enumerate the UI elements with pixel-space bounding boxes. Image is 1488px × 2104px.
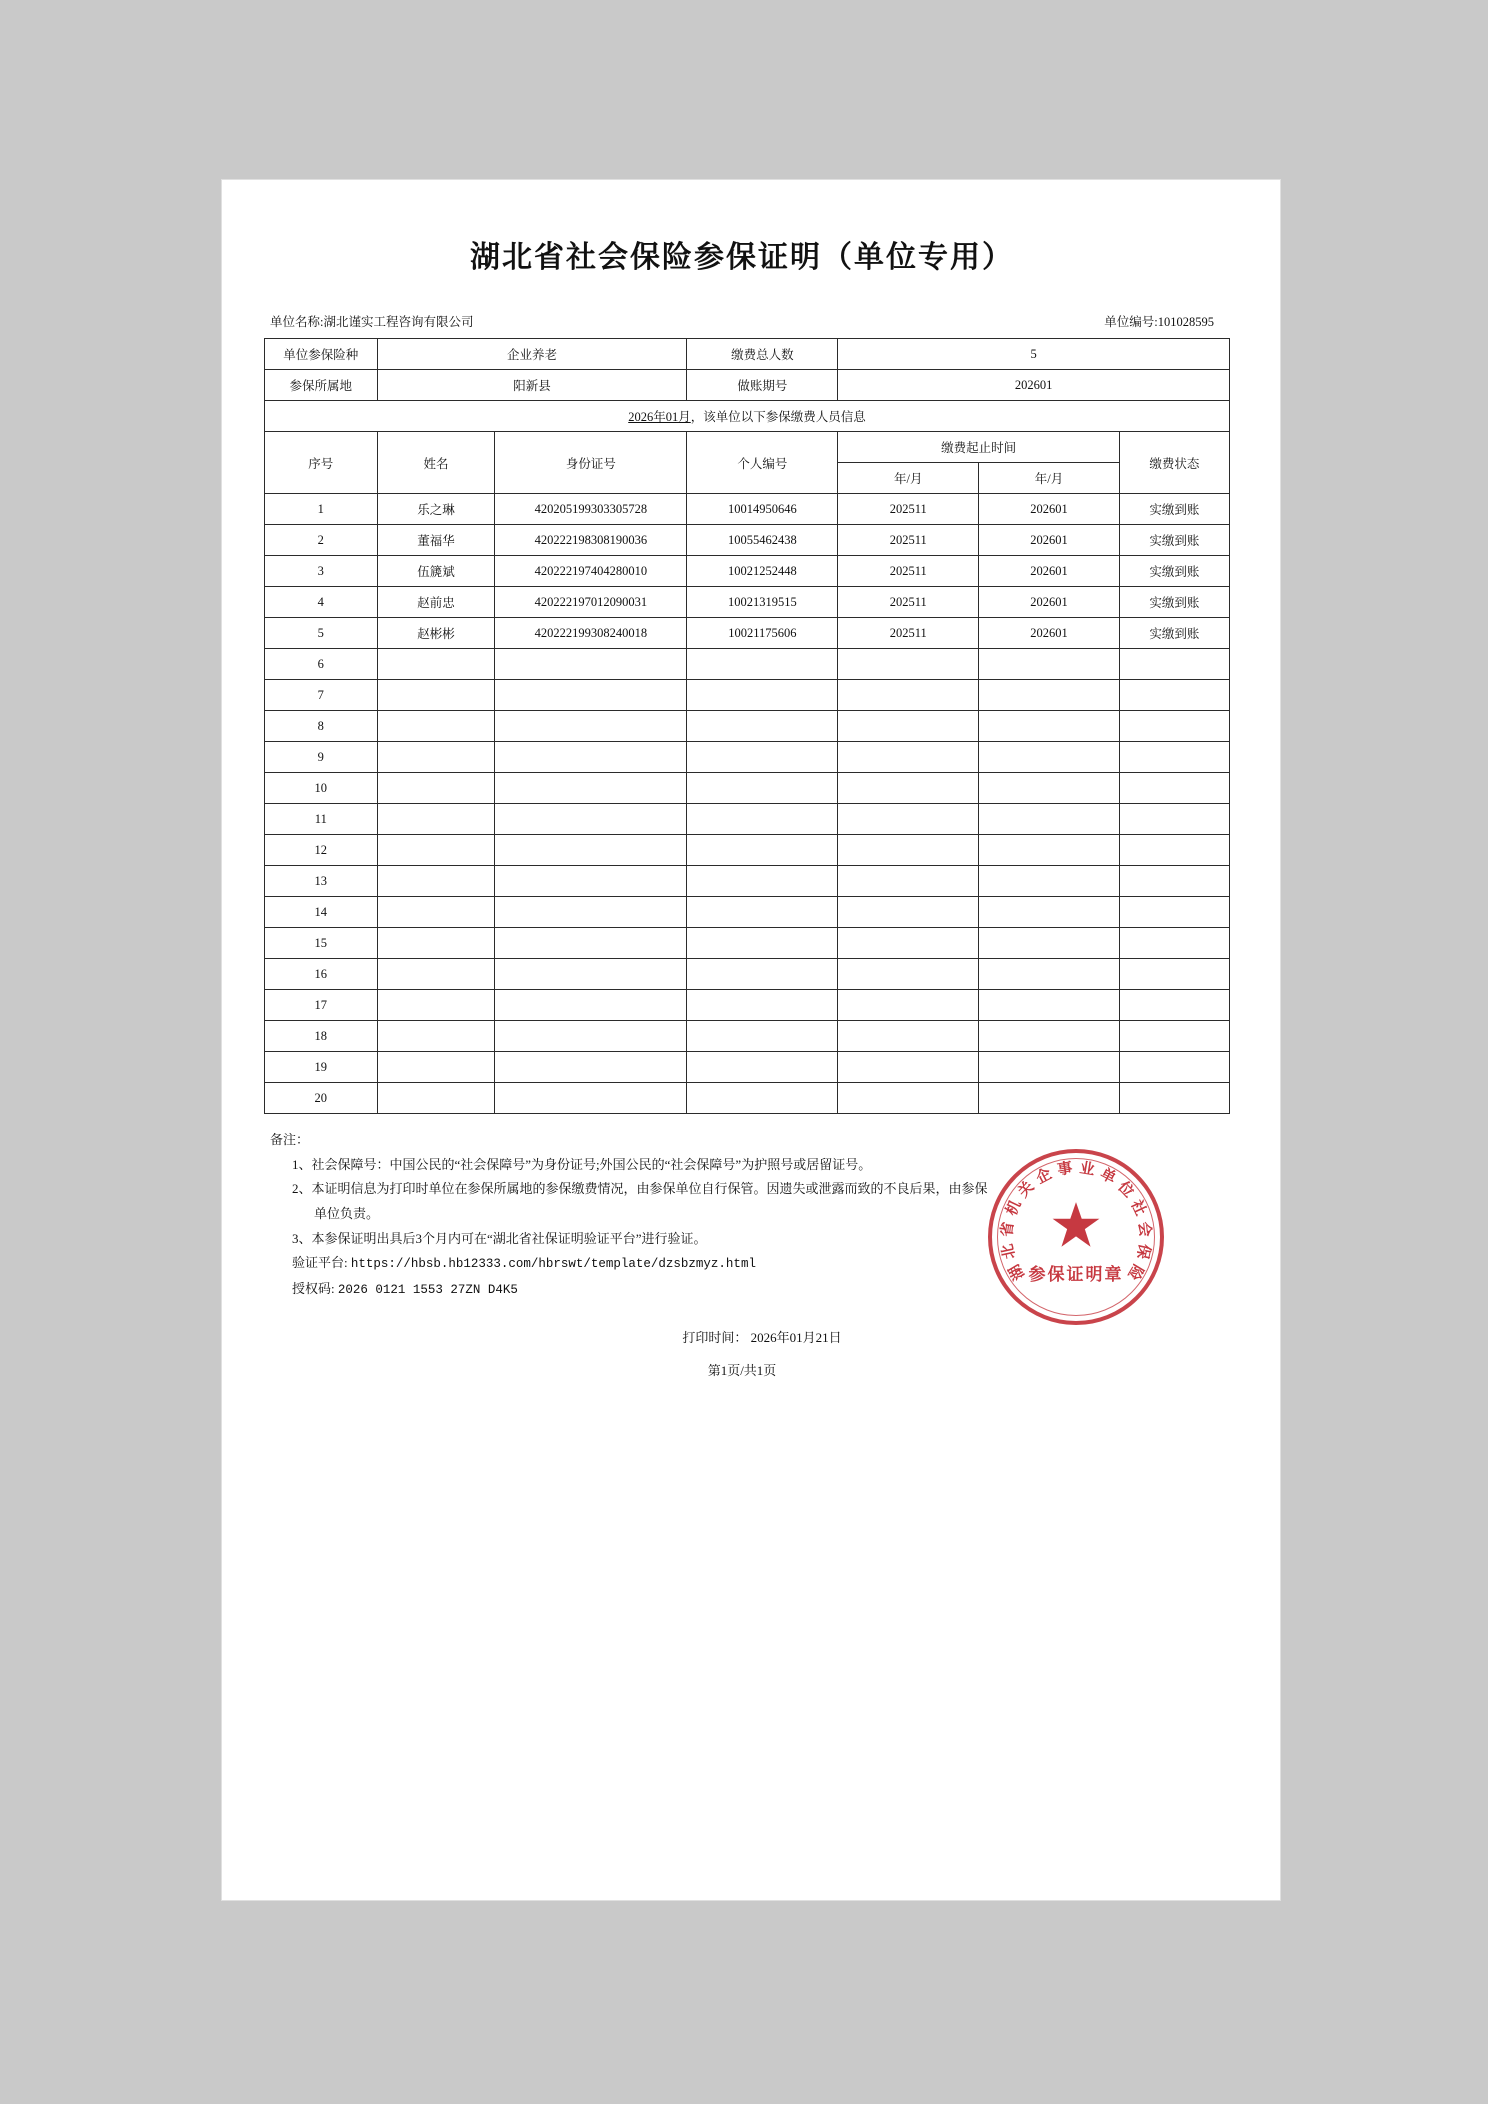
cell-start: 202511 — [838, 494, 979, 525]
table-row — [265, 1021, 1230, 1052]
cell-status — [1119, 742, 1229, 773]
cell-start: 202511 — [838, 525, 979, 556]
table-row — [265, 525, 1230, 556]
cell-name — [377, 866, 495, 897]
table-row — [265, 835, 1230, 866]
seal-arc-char: 北 — [999, 1242, 1019, 1261]
cell-start: 202511 — [838, 618, 979, 649]
cell-person-no — [687, 804, 838, 835]
table-row — [265, 649, 1230, 680]
seal-arc-char: 机 — [1003, 1197, 1025, 1219]
cell-id — [495, 649, 687, 680]
cell-seq: 19 — [265, 1052, 378, 1083]
cell-name — [377, 804, 495, 835]
table-row — [265, 773, 1230, 804]
cell-id — [495, 959, 687, 990]
insurance-table — [264, 338, 1230, 1114]
cell-person-no — [687, 897, 838, 928]
print-time-label: 打印时间： — [682, 1329, 748, 1345]
document-page — [222, 180, 1280, 1900]
seal-arc-char: 会 — [1135, 1220, 1153, 1238]
cell-start: 202511 — [838, 587, 979, 618]
cell-person-no — [687, 866, 838, 897]
info-row-insurance-type — [265, 339, 1230, 370]
cell-start — [838, 742, 979, 773]
cell-id: 420222197012090031 — [495, 587, 687, 618]
cell-status — [1119, 649, 1229, 680]
table-row — [265, 990, 1230, 1021]
cell-id — [495, 711, 687, 742]
cell-start — [838, 1021, 979, 1052]
cell-seq: 20 — [265, 1083, 378, 1114]
table-row — [265, 742, 1230, 773]
cell-end: 202601 — [979, 618, 1120, 649]
cell-name: 赵彬彬 — [377, 618, 495, 649]
cell-seq: 12 — [265, 835, 378, 866]
cell-id — [495, 1083, 687, 1114]
seal-arc-char: 事 — [1056, 1160, 1074, 1179]
cell-status — [1119, 711, 1229, 742]
cell-id — [495, 835, 687, 866]
table-header-row-1 — [265, 432, 1230, 463]
cell-name — [377, 897, 495, 928]
cell-person-no: 10055462438 — [687, 525, 838, 556]
cell-name — [377, 835, 495, 866]
cell-id: 420222199308240018 — [495, 618, 687, 649]
seal-arc-char: 湖 — [1006, 1261, 1029, 1283]
unit-code — [1104, 312, 1214, 330]
cell-id — [495, 804, 687, 835]
cell-status — [1119, 1052, 1229, 1083]
cell-seq: 17 — [265, 990, 378, 1021]
cell-status — [1119, 990, 1229, 1021]
cell-name — [377, 928, 495, 959]
cell-name — [377, 1021, 495, 1052]
remarks-title: 备注： — [270, 1132, 310, 1147]
cell-status — [1119, 680, 1229, 711]
cell-end — [979, 773, 1120, 804]
col-header-start: 年/月 — [838, 463, 979, 494]
cell-id — [495, 1052, 687, 1083]
cell-end — [979, 990, 1120, 1021]
cell-person-no — [687, 1052, 838, 1083]
verify-platform-line — [270, 1251, 1222, 1277]
print-time-value: 2026年01月21日 — [750, 1329, 842, 1345]
table-row — [265, 928, 1230, 959]
cell-seq: 2 — [265, 525, 378, 556]
cell-seq: 7 — [265, 680, 378, 711]
cell-end — [979, 928, 1120, 959]
seal-arc-char: 关 — [1015, 1178, 1038, 1201]
remarks-item-2b: 单位负责。 — [314, 1206, 380, 1222]
table-row — [265, 680, 1230, 711]
cell-seq: 14 — [265, 897, 378, 928]
col-header-id: 身份证号 — [495, 432, 687, 494]
cell-name — [377, 649, 495, 680]
cell-end — [979, 711, 1120, 742]
cell-end — [979, 804, 1120, 835]
table-row — [265, 587, 1230, 618]
seal-arc-char: 位 — [1114, 1178, 1137, 1201]
cell-person-no: 10021252448 — [687, 556, 838, 587]
cell-status — [1119, 897, 1229, 928]
print-time — [262, 1327, 1222, 1346]
cell-name: 乐之琳 — [377, 494, 495, 525]
notice-period: 2026年01月 — [628, 410, 691, 424]
auth-code-value: 2026 0121 1553 27ZN D4K5 — [337, 1283, 518, 1298]
cell-name — [377, 990, 495, 1021]
seal-arc-char: 业 — [1078, 1160, 1096, 1179]
table-row — [265, 711, 1230, 742]
cell-status — [1119, 866, 1229, 897]
cell-start — [838, 804, 979, 835]
cell-name — [377, 959, 495, 990]
cell-start — [838, 1052, 979, 1083]
cell-person-no — [687, 773, 838, 804]
col-header-end: 年/月 — [979, 463, 1120, 494]
col-header-name: 姓名 — [377, 432, 495, 494]
cell-name — [377, 711, 495, 742]
cell-end — [979, 866, 1120, 897]
col-header-person-no: 个人编号 — [687, 432, 838, 494]
cell-seq: 5 — [265, 618, 378, 649]
page-title: 湖北省社会保险参保证明（单位专用） — [470, 241, 1014, 274]
cell-id — [495, 990, 687, 1021]
cell-seq: 16 — [265, 959, 378, 990]
cell-end — [979, 742, 1120, 773]
cell-seq: 9 — [265, 742, 378, 773]
cell-person-no: 10014950646 — [687, 494, 838, 525]
notice-suffix: ，该单位以下参保缴费人员信息 — [690, 410, 866, 424]
cell-name — [377, 1083, 495, 1114]
cell-start — [838, 990, 979, 1021]
col-header-status: 缴费状态 — [1119, 432, 1229, 494]
cell-person-no — [687, 928, 838, 959]
cell-id — [495, 1021, 687, 1052]
cell-person-no — [687, 1083, 838, 1114]
seal-arc-char: 社 — [1127, 1197, 1149, 1219]
period-label: 做账期号 — [687, 370, 838, 401]
cell-status — [1119, 928, 1229, 959]
auth-code-line — [270, 1277, 1222, 1303]
cell-id: 420222197404280010 — [495, 556, 687, 587]
cell-seq: 3 — [265, 556, 378, 587]
cell-person-no — [687, 959, 838, 990]
cell-seq: 1 — [265, 494, 378, 525]
cell-person-no — [687, 680, 838, 711]
cell-start — [838, 649, 979, 680]
cell-person-no: 10021319515 — [687, 587, 838, 618]
cell-id — [495, 928, 687, 959]
table-row — [265, 494, 1230, 525]
cell-seq: 6 — [265, 649, 378, 680]
cell-person-no — [687, 742, 838, 773]
cell-id — [495, 897, 687, 928]
total-people-label: 缴费总人数 — [687, 339, 838, 370]
cell-end — [979, 1083, 1120, 1114]
cell-status — [1119, 1021, 1229, 1052]
document-meta — [262, 312, 1222, 330]
seal-center-text: 参保证明章 — [1028, 1264, 1124, 1284]
region-value: 阳新县 — [377, 370, 687, 401]
cell-status: 实缴到账 — [1119, 556, 1229, 587]
cell-end: 202601 — [979, 587, 1120, 618]
page-content — [262, 180, 1222, 1900]
info-row-region — [265, 370, 1230, 401]
cell-seq: 11 — [265, 804, 378, 835]
cell-start — [838, 773, 979, 804]
cell-id — [495, 742, 687, 773]
col-header-pay-period: 缴费起止时间 — [838, 432, 1120, 463]
cell-person-no — [687, 990, 838, 1021]
cell-person-no — [687, 835, 838, 866]
table-row — [265, 959, 1230, 990]
cell-end: 202601 — [979, 494, 1120, 525]
cell-status: 实缴到账 — [1119, 494, 1229, 525]
verify-platform-url[interactable]: https://hbsb.hb12333.com/hbrswt/template/dzsbzmyz.html — [350, 1257, 756, 1272]
table-row — [265, 556, 1230, 587]
table-row — [265, 1083, 1230, 1114]
seal-arc-char: 省 — [999, 1220, 1017, 1238]
cell-end — [979, 959, 1120, 990]
cell-seq: 15 — [265, 928, 378, 959]
auth-code-label: 授权码: — [292, 1281, 335, 1297]
cell-status: 实缴到账 — [1119, 587, 1229, 618]
cell-end — [979, 835, 1120, 866]
unit-name — [270, 312, 474, 330]
cell-name — [377, 773, 495, 804]
cell-person-no — [687, 1021, 838, 1052]
cell-start — [838, 959, 979, 990]
cell-status — [1119, 1083, 1229, 1114]
unit-name-label: 单位名称: — [270, 315, 324, 329]
cell-name: 伍篪斌 — [377, 556, 495, 587]
cell-start — [838, 711, 979, 742]
unit-name-value: 湖北谨实工程咨询有限公司 — [323, 315, 474, 329]
seal-arc-char: 险 — [1123, 1261, 1146, 1283]
total-people-value: 5 — [838, 339, 1230, 370]
remarks-item-3: 3、本参保证明出具后3个月内可在“湖北省社保证明验证平台”进行验证。 — [292, 1230, 707, 1246]
cell-status: 实缴到账 — [1119, 525, 1229, 556]
remarks-section — [262, 1128, 1222, 1303]
seal-arc-char: 单 — [1097, 1166, 1119, 1188]
cell-end — [979, 680, 1120, 711]
cell-status — [1119, 773, 1229, 804]
col-header-seq: 序号 — [265, 432, 378, 494]
cell-end — [979, 897, 1120, 928]
cell-id — [495, 680, 687, 711]
cell-person-no — [687, 711, 838, 742]
cell-id: 420222198308190036 — [495, 525, 687, 556]
cell-seq: 10 — [265, 773, 378, 804]
insurance-type-label: 单位参保险种 — [265, 339, 378, 370]
cell-status — [1119, 959, 1229, 990]
table-row — [265, 897, 1230, 928]
page-number: 第1页/共1页 — [707, 1362, 777, 1378]
table-row — [265, 866, 1230, 897]
verify-platform-label: 验证平台: — [292, 1255, 348, 1271]
cell-name: 赵前忠 — [377, 587, 495, 618]
cell-person-no: 10021175606 — [687, 618, 838, 649]
notice-text — [265, 401, 1230, 432]
table-row — [265, 1052, 1230, 1083]
cell-name — [377, 742, 495, 773]
period-value: 202601 — [838, 370, 1230, 401]
cell-start — [838, 897, 979, 928]
remarks-item-2a: 2、本证明信息为打印时单位在参保所属地的参保缴费情况，由参保单位自行保管。因遗失或泄露而致的不良后果，由参保 — [292, 1181, 988, 1197]
cell-start — [838, 680, 979, 711]
cell-name: 董福华 — [377, 525, 495, 556]
unit-code-label: 单位编号: — [1104, 315, 1158, 329]
seal-arc-char: 企 — [1033, 1166, 1055, 1188]
cell-start — [838, 1083, 979, 1114]
cell-person-no — [687, 649, 838, 680]
cell-name — [377, 680, 495, 711]
cell-id: 420205199303305728 — [495, 494, 687, 525]
insurance-type-value: 企业养老 — [377, 339, 687, 370]
region-label: 参保所属地 — [265, 370, 378, 401]
cell-seq: 13 — [265, 866, 378, 897]
cell-end — [979, 1052, 1120, 1083]
cell-id — [495, 866, 687, 897]
cell-status — [1119, 804, 1229, 835]
cell-start — [838, 866, 979, 897]
table-body — [265, 494, 1230, 1114]
seal-arc-char: 保 — [1133, 1242, 1153, 1261]
cell-name — [377, 1052, 495, 1083]
cell-status: 实缴到账 — [1119, 618, 1229, 649]
table-row — [265, 804, 1230, 835]
notice-row — [265, 401, 1230, 432]
cell-status — [1119, 835, 1229, 866]
cell-seq: 18 — [265, 1021, 378, 1052]
remarks-item-1: 1、社会保障号：中国公民的“社会保障号”为身份证号;外国公民的“社会保障号”为护照号或居留证号。 — [292, 1156, 872, 1172]
cell-seq: 8 — [265, 711, 378, 742]
cell-start — [838, 928, 979, 959]
cell-end: 202601 — [979, 525, 1120, 556]
cell-end: 202601 — [979, 556, 1120, 587]
cell-seq: 4 — [265, 587, 378, 618]
cell-end — [979, 649, 1120, 680]
table-row — [265, 618, 1230, 649]
cell-start — [838, 835, 979, 866]
unit-code-value: 101028595 — [1157, 315, 1214, 329]
cell-start: 202511 — [838, 556, 979, 587]
cell-id — [495, 773, 687, 804]
cell-end — [979, 1021, 1120, 1052]
